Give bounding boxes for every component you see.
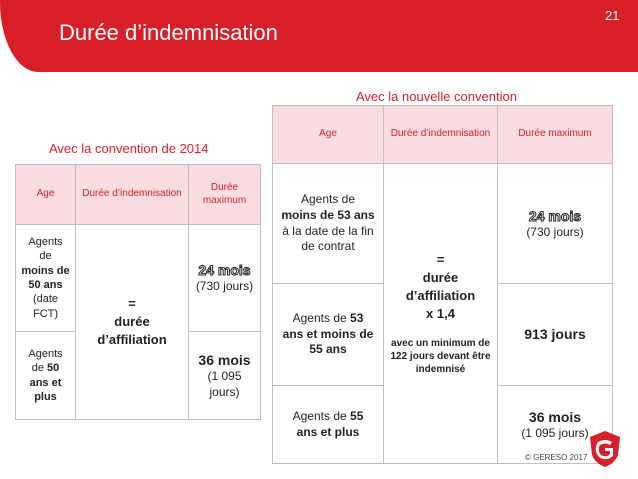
max-cell-24-mois: 24 mois (730 jours) <box>189 225 261 332</box>
max-cell-24-mois: 24 mois (730 jours) <box>498 164 613 284</box>
table-2014 <box>15 164 261 420</box>
max-cell-913-jours: 913 jours <box>498 284 613 386</box>
page-number: 21 <box>605 8 620 23</box>
age-cell-53-55: Agents de 53 ans et moins de 55 ans <box>273 284 384 386</box>
age-cell-50-plus: Agents de 50 ans et plus <box>16 332 76 420</box>
header-duration: Durée d’indemnisation <box>76 165 189 225</box>
age-cell-under-53: Agents de moins de 53 ans à la date de la fin de contrat <box>273 164 384 284</box>
right-caption: Avec la nouvelle convention <box>356 89 517 104</box>
header-duration: Durée d’indemnisation <box>384 106 498 164</box>
gereso-logo-icon <box>588 430 622 468</box>
duration-cell-new: = durée d’affiliation x 1,4 avec un minimum de 122 jours devant être indemnisé <box>384 164 498 464</box>
age-cell-under-50: Agents de moins de 50 ans (date FCT) <box>16 225 76 332</box>
max-cell-36-mois: 36 mois (1 095 jours) <box>189 332 261 420</box>
duration-cell-2014: = durée d’affiliation <box>76 225 189 420</box>
header-max: Durée maximum <box>189 165 261 225</box>
age-cell-55-plus: Agents de 55 ans et plus <box>273 386 384 464</box>
table-new-convention <box>272 105 613 464</box>
max-cell-36-mois: 36 mois (1 095 jours) <box>498 386 613 464</box>
header-age: Age <box>273 106 384 164</box>
page-title: Durée d’indemnisation <box>59 20 278 45</box>
copyright-text: © GERESO 2017 <box>525 453 588 462</box>
header-age: Age <box>16 165 76 225</box>
left-caption: Avec la convention de 2014 <box>49 141 209 156</box>
header-max: Durée maximum <box>498 106 613 164</box>
